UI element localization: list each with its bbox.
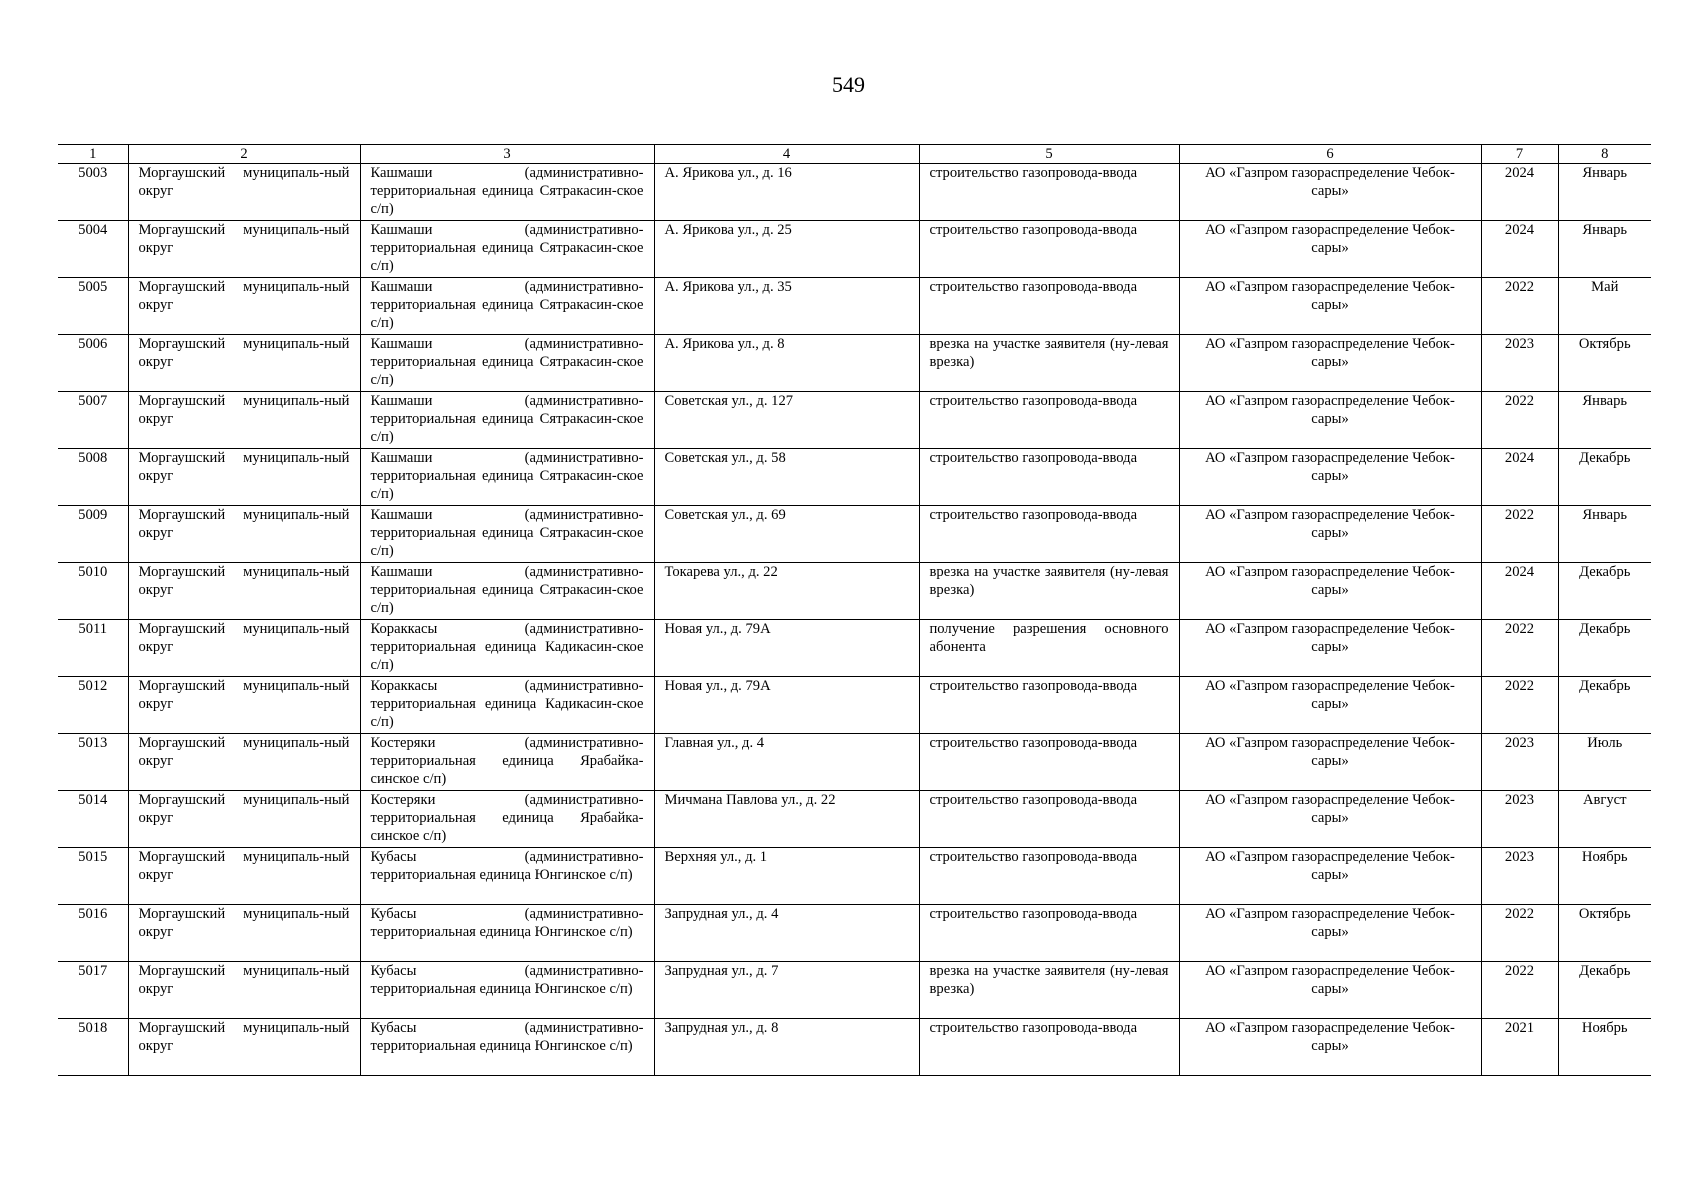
locality-cell: Кашмаши (административно-территориальная единица Сятракасин-ское с/п)	[360, 449, 654, 506]
locality-cell: Кашмаши (административно-территориальная единица Сятракасин-ское с/п)	[360, 563, 654, 620]
month-cell: Январь	[1558, 221, 1651, 278]
row-number-cell: 5007	[58, 392, 128, 449]
table-row	[58, 1019, 1651, 1076]
table-row	[58, 791, 1651, 848]
organization-cell: АО «Газпром газораспределение Чебок-сары»	[1179, 164, 1481, 221]
year-cell: 2022	[1481, 962, 1558, 1019]
month-cell: Январь	[1558, 506, 1651, 563]
municipality-cell: Моргаушский муниципаль-ный округ	[128, 1019, 360, 1076]
address-cell: Главная ул., д. 4	[654, 734, 919, 791]
table-row	[58, 392, 1651, 449]
municipality-cell: Моргаушский муниципаль-ный округ	[128, 905, 360, 962]
col-header-7: 7	[1481, 145, 1558, 164]
municipality-cell: Моргаушский муниципаль-ный округ	[128, 962, 360, 1019]
address-cell: Запрудная ул., д. 8	[654, 1019, 919, 1076]
table-row	[58, 164, 1651, 221]
row-number-cell: 5006	[58, 335, 128, 392]
row-number-cell: 5008	[58, 449, 128, 506]
col-header-5: 5	[919, 145, 1179, 164]
row-number-cell: 5004	[58, 221, 128, 278]
organization-cell: АО «Газпром газораспределение Чебок-сары»	[1179, 335, 1481, 392]
municipality-cell: Моргаушский муниципаль-ный округ	[128, 449, 360, 506]
locality-cell: Кубасы (административно-территориальная единица Юнгинское с/п)	[360, 905, 654, 962]
page-number: 549	[832, 72, 865, 97]
operation-cell: строительство газопровода-ввода	[919, 905, 1179, 962]
locality-cell: Кашмаши (административно-территориальная единица Сятракасин-ское с/п)	[360, 335, 654, 392]
municipality-cell: Моргаушский муниципаль-ный округ	[128, 734, 360, 791]
year-cell: 2023	[1481, 734, 1558, 791]
table-row	[58, 962, 1651, 1019]
locality-cell: Кубасы (административно-территориальная единица Юнгинское с/п)	[360, 1019, 654, 1076]
table-row	[58, 734, 1651, 791]
row-number-cell: 5016	[58, 905, 128, 962]
operation-cell: строительство газопровода-ввода	[919, 734, 1179, 791]
operation-cell: строительство газопровода-ввода	[919, 791, 1179, 848]
operation-cell: строительство газопровода-ввода	[919, 164, 1179, 221]
address-cell: Новая ул., д. 79А	[654, 620, 919, 677]
organization-cell: АО «Газпром газораспределение Чебок-сары»	[1179, 848, 1481, 905]
operation-cell: врезка на участке заявителя (ну-левая врезка)	[919, 563, 1179, 620]
month-cell: Ноябрь	[1558, 1019, 1651, 1076]
year-cell: 2024	[1481, 164, 1558, 221]
address-cell: Токарева ул., д. 22	[654, 563, 919, 620]
operation-cell: строительство газопровода-ввода	[919, 677, 1179, 734]
month-cell: Декабрь	[1558, 677, 1651, 734]
year-cell: 2024	[1481, 449, 1558, 506]
address-cell: Мичмана Павлова ул., д. 22	[654, 791, 919, 848]
col-header-8: 8	[1558, 145, 1651, 164]
locality-cell: Костеряки (административно-территориальная единица Ярабайка-синское с/п)	[360, 791, 654, 848]
col-header-6: 6	[1179, 145, 1481, 164]
locality-cell: Костеряки (административно-территориальная единица Ярабайка-синское с/п)	[360, 734, 654, 791]
month-cell: Декабрь	[1558, 962, 1651, 1019]
municipality-cell: Моргаушский муниципаль-ный округ	[128, 620, 360, 677]
organization-cell: АО «Газпром газораспределение Чебок-сары»	[1179, 791, 1481, 848]
year-cell: 2022	[1481, 677, 1558, 734]
address-cell: А. Ярикова ул., д. 35	[654, 278, 919, 335]
year-cell: 2022	[1481, 905, 1558, 962]
address-cell: Запрудная ул., д. 7	[654, 962, 919, 1019]
row-number-cell: 5010	[58, 563, 128, 620]
col-header-1: 1	[58, 145, 128, 164]
organization-cell: АО «Газпром газораспределение Чебок-сары»	[1179, 620, 1481, 677]
municipality-cell: Моргаушский муниципаль-ный округ	[128, 164, 360, 221]
row-number-cell: 5017	[58, 962, 128, 1019]
organization-cell: АО «Газпром газораспределение Чебок-сары»	[1179, 506, 1481, 563]
month-cell: Июль	[1558, 734, 1651, 791]
col-header-3: 3	[360, 145, 654, 164]
address-cell: Советская ул., д. 127	[654, 392, 919, 449]
gasification-table	[58, 144, 1651, 1076]
organization-cell: АО «Газпром газораспределение Чебок-сары»	[1179, 221, 1481, 278]
operation-cell: строительство газопровода-ввода	[919, 392, 1179, 449]
month-cell: Декабрь	[1558, 449, 1651, 506]
year-cell: 2023	[1481, 791, 1558, 848]
organization-cell: АО «Газпром газораспределение Чебок-сары»	[1179, 905, 1481, 962]
municipality-cell: Моргаушский муниципаль-ный округ	[128, 278, 360, 335]
operation-cell: строительство газопровода-ввода	[919, 221, 1179, 278]
municipality-cell: Моргаушский муниципаль-ный округ	[128, 221, 360, 278]
operation-cell: врезка на участке заявителя (ну-левая врезка)	[919, 335, 1179, 392]
table-row	[58, 506, 1651, 563]
municipality-cell: Моргаушский муниципаль-ный округ	[128, 392, 360, 449]
address-cell: Запрудная ул., д. 4	[654, 905, 919, 962]
address-cell: Советская ул., д. 58	[654, 449, 919, 506]
col-header-4: 4	[654, 145, 919, 164]
operation-cell: строительство газопровода-ввода	[919, 449, 1179, 506]
year-cell: 2023	[1481, 335, 1558, 392]
year-cell: 2022	[1481, 620, 1558, 677]
organization-cell: АО «Газпром газораспределение Чебок-сары»	[1179, 278, 1481, 335]
year-cell: 2024	[1481, 563, 1558, 620]
table-row	[58, 335, 1651, 392]
month-cell: Май	[1558, 278, 1651, 335]
year-cell: 2021	[1481, 1019, 1558, 1076]
row-number-cell: 5014	[58, 791, 128, 848]
organization-cell: АО «Газпром газораспределение Чебок-сары»	[1179, 677, 1481, 734]
locality-cell: Кашмаши (административно-территориальная единица Сятракасин-ское с/п)	[360, 506, 654, 563]
organization-cell: АО «Газпром газораспределение Чебок-сары»	[1179, 392, 1481, 449]
locality-cell: Кораккасы (административно-территориальная единица Кадикасин-ское с/п)	[360, 620, 654, 677]
operation-cell: строительство газопровода-ввода	[919, 506, 1179, 563]
address-cell: А. Ярикова ул., д. 25	[654, 221, 919, 278]
table-row	[58, 278, 1651, 335]
year-cell: 2024	[1481, 221, 1558, 278]
address-cell: Новая ул., д. 79А	[654, 677, 919, 734]
operation-cell: строительство газопровода-ввода	[919, 1019, 1179, 1076]
row-number-cell: 5012	[58, 677, 128, 734]
month-cell: Январь	[1558, 392, 1651, 449]
month-cell: Декабрь	[1558, 620, 1651, 677]
month-cell: Август	[1558, 791, 1651, 848]
month-cell: Октябрь	[1558, 335, 1651, 392]
municipality-cell: Моргаушский муниципаль-ный округ	[128, 848, 360, 905]
year-cell: 2022	[1481, 278, 1558, 335]
month-cell: Ноябрь	[1558, 848, 1651, 905]
address-cell: Советская ул., д. 69	[654, 506, 919, 563]
address-cell: Верхняя ул., д. 1	[654, 848, 919, 905]
operation-cell: врезка на участке заявителя (ну-левая врезка)	[919, 962, 1179, 1019]
locality-cell: Кашмаши (административно-территориальная единица Сятракасин-ское с/п)	[360, 392, 654, 449]
col-header-2: 2	[128, 145, 360, 164]
table-body	[58, 164, 1651, 1076]
operation-cell: строительство газопровода-ввода	[919, 278, 1179, 335]
table-row	[58, 563, 1651, 620]
month-cell: Декабрь	[1558, 563, 1651, 620]
address-cell: А. Ярикова ул., д. 16	[654, 164, 919, 221]
municipality-cell: Моргаушский муниципаль-ный округ	[128, 335, 360, 392]
locality-cell: Кашмаши (административно-территориальная единица Сятракасин-ское с/п)	[360, 164, 654, 221]
header-row	[58, 145, 1651, 164]
month-cell: Октябрь	[1558, 905, 1651, 962]
locality-cell: Кораккасы (административно-территориальная единица Кадикасин-ское с/п)	[360, 677, 654, 734]
table-row	[58, 620, 1651, 677]
table-row	[58, 677, 1651, 734]
row-number-cell: 5005	[58, 278, 128, 335]
row-number-cell: 5009	[58, 506, 128, 563]
municipality-cell: Моргаушский муниципаль-ный округ	[128, 677, 360, 734]
municipality-cell: Моргаушский муниципаль-ный округ	[128, 506, 360, 563]
table-row	[58, 848, 1651, 905]
municipality-cell: Моргаушский муниципаль-ный округ	[128, 791, 360, 848]
organization-cell: АО «Газпром газораспределение Чебок-сары»	[1179, 1019, 1481, 1076]
operation-cell: получение разрешения основного абонента	[919, 620, 1179, 677]
year-cell: 2022	[1481, 392, 1558, 449]
table-row	[58, 449, 1651, 506]
year-cell: 2022	[1481, 506, 1558, 563]
month-cell: Январь	[1558, 164, 1651, 221]
organization-cell: АО «Газпром газораспределение Чебок-сары»	[1179, 449, 1481, 506]
locality-cell: Кубасы (административно-территориальная единица Юнгинское с/п)	[360, 962, 654, 1019]
table-row	[58, 905, 1651, 962]
organization-cell: АО «Газпром газораспределение Чебок-сары»	[1179, 962, 1481, 1019]
year-cell: 2023	[1481, 848, 1558, 905]
row-number-cell: 5013	[58, 734, 128, 791]
row-number-cell: 5003	[58, 164, 128, 221]
row-number-cell: 5018	[58, 1019, 128, 1076]
locality-cell: Кубасы (административно-территориальная единица Юнгинское с/п)	[360, 848, 654, 905]
row-number-cell: 5011	[58, 620, 128, 677]
row-number-cell: 5015	[58, 848, 128, 905]
municipality-cell: Моргаушский муниципаль-ный округ	[128, 563, 360, 620]
locality-cell: Кашмаши (административно-территориальная единица Сятракасин-ское с/п)	[360, 278, 654, 335]
table-row	[58, 221, 1651, 278]
locality-cell: Кашмаши (административно-территориальная единица Сятракасин-ское с/п)	[360, 221, 654, 278]
operation-cell: строительство газопровода-ввода	[919, 848, 1179, 905]
organization-cell: АО «Газпром газораспределение Чебок-сары»	[1179, 734, 1481, 791]
address-cell: А. Ярикова ул., д. 8	[654, 335, 919, 392]
organization-cell: АО «Газпром газораспределение Чебок-сары»	[1179, 563, 1481, 620]
